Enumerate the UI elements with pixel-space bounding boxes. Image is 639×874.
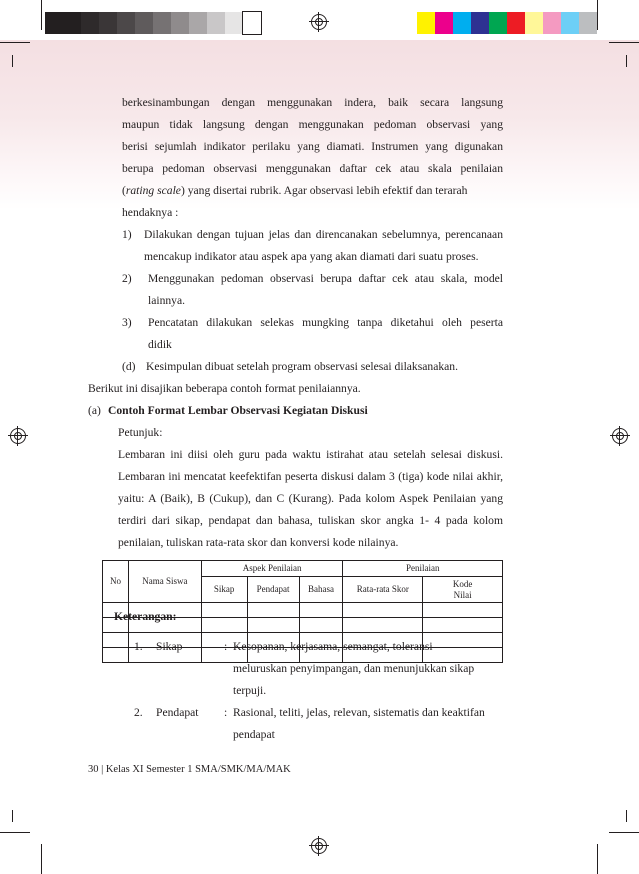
paragraph-line-rest: ) yang disertai rubrik. Agar observasi lebih efektif dan terarah: [180, 184, 468, 197]
instruction-line: Lembaran ini mencatat keefektifan peserta diskusi dalam 3 (tiga) kode nilai akhir,: [118, 470, 503, 483]
crop-mark: [0, 832, 30, 833]
list-item-number: (d): [122, 360, 136, 373]
instruction-line: penilaian, tuliskan rata-rata skor dan konversi kode nilainya.: [118, 536, 399, 549]
crop-mark: [597, 0, 598, 30]
color-swatch: [525, 12, 543, 34]
paragraph-line: berupa pedoman observasi menggunakan daftar cek atau skala penilaian: [122, 162, 503, 175]
crop-mark: [0, 42, 30, 43]
list-item-text: Kesimpulan dibuat setelah program observasi selesai dilaksanakan.: [146, 360, 458, 373]
ket-number: 1.: [134, 640, 143, 653]
color-swatch: [561, 12, 579, 34]
table-header-aspek: Aspek Penilaian: [201, 561, 343, 577]
color-swatch: [543, 12, 561, 34]
crop-mark: [597, 844, 598, 874]
ket-desc: pendapat: [233, 728, 275, 741]
list-item-number: 3): [122, 316, 132, 329]
crop-mark: [12, 55, 13, 67]
paren-open: (: [122, 184, 126, 197]
ket-desc: meluruskan penyimpangan, dan menunjukkan sikap: [233, 662, 475, 675]
list-item-text: lainnya.: [148, 294, 186, 307]
ket-number: 2.: [134, 706, 143, 719]
table-header-kode: [423, 577, 503, 603]
list-item-number: 1): [122, 228, 132, 241]
table-header-sikap: Sikap: [201, 577, 247, 603]
instruction-line: Lembaran ini diisi oleh guru pada waktu istirahat atau setelah selesai diskusi.: [118, 448, 503, 461]
crop-mark: [609, 42, 639, 43]
registration-mark-icon: [10, 428, 26, 444]
list-item-number: 2): [122, 272, 132, 285]
list-item-text: Pencatatan dilakukan selekas mungking tanpa diketahui oleh peserta: [148, 316, 503, 329]
paragraph-line: berisi sejumlah indikator perilaku yang diamati. Instrumen yang digunakan: [122, 140, 503, 153]
table-header-no: No: [103, 561, 129, 603]
color-swatch: [45, 12, 63, 34]
crop-mark: [626, 810, 627, 822]
instruction-line: terdiri dari sikap, pendapat dan bahasa, tuliskan skor angka 1- 4 pada kolom: [118, 514, 503, 527]
ket-colon: :: [224, 640, 228, 653]
ket-desc: terpuji.: [233, 684, 267, 697]
paragraph-line: maupun tidak langsung dengan menggunakan pedoman observasi yang: [122, 118, 503, 131]
table-header-bahasa: Bahasa: [299, 577, 343, 603]
color-swatch: [243, 12, 261, 34]
color-swatch: [579, 12, 597, 34]
color-swatch: [207, 12, 225, 34]
intro-sentence: Berikut ini disajikan beberapa contoh format penilaiannya.: [88, 382, 361, 395]
ket-term: Sikap: [156, 640, 183, 653]
section-title: Contoh Format Lembar Observasi Kegiatan Diskusi: [108, 404, 368, 417]
crop-mark: [609, 832, 639, 833]
color-swatch: [153, 12, 171, 34]
registration-mark-icon: [311, 838, 327, 854]
list-item-text: didik: [148, 338, 172, 351]
registration-mark-icon: [612, 428, 628, 444]
table-header-pendapat: Pendapat: [247, 577, 299, 603]
color-swatch: [507, 12, 525, 34]
crop-mark: [626, 55, 627, 67]
kode-line-2: Nilai: [453, 589, 472, 600]
ket-desc: Kesopanan, kerjasama, semangat, toleransi: [233, 640, 433, 653]
list-item-text: Menggunakan pedoman observasi berupa daftar cek atau skala, model: [148, 272, 503, 285]
color-swatch: [117, 12, 135, 34]
page-footer: 30 | Kelas XI Semester 1 SMA/SMK/MA/MAK: [88, 764, 291, 775]
keterangan-heading: Keterangan:: [114, 610, 177, 623]
color-swatch-row: [417, 12, 597, 34]
color-swatch: [417, 12, 435, 34]
petunjuk-heading: Petunjuk:: [118, 426, 163, 439]
section-label: (a): [88, 404, 101, 417]
paragraph-line: berkesinambungan dengan menggunakan indera, baik secara langsung: [122, 96, 503, 109]
table-header-rata: Rata-rata Skor: [343, 577, 423, 603]
kode-line-1: Kode: [452, 578, 473, 589]
table-header-nama: Nama Siswa: [128, 561, 201, 603]
color-swatch: [435, 12, 453, 34]
gray-swatch-row: [45, 12, 261, 34]
ket-colon: :: [224, 706, 228, 719]
table-header-penilaian: Penilaian: [343, 561, 503, 577]
color-swatch: [453, 12, 471, 34]
color-swatch: [63, 12, 81, 34]
color-swatch: [225, 12, 243, 34]
color-swatch: [171, 12, 189, 34]
color-swatch: [135, 12, 153, 34]
ket-desc: Rasional, teliti, jelas, relevan, sistematis dan keaktifan: [233, 706, 485, 719]
color-swatch: [471, 12, 489, 34]
color-swatch: [489, 12, 507, 34]
registration-mark-icon: [311, 14, 327, 30]
color-swatch: [99, 12, 117, 34]
crop-mark: [41, 0, 42, 30]
color-swatch: [189, 12, 207, 34]
rating-scale-term: rating scale: [125, 184, 181, 197]
crop-mark: [12, 810, 13, 822]
paragraph-line: [122, 180, 503, 202]
list-item-text: mencakup indikator atau aspek apa yang akan diamati dari suatu proses.: [144, 250, 479, 263]
list-item-text: Dilakukan dengan tujuan jelas dan direncanakan sebelumnya, perencanaan: [144, 228, 503, 241]
color-swatch: [81, 12, 99, 34]
paragraph-line: hendaknya :: [122, 206, 179, 219]
ket-term: Pendapat: [156, 706, 199, 719]
crop-mark: [41, 844, 42, 874]
instruction-line: yaitu: A (Baik), B (Cukup), dan C (Kurang). Pada kolom Aspek Penilaian yang: [118, 492, 503, 505]
